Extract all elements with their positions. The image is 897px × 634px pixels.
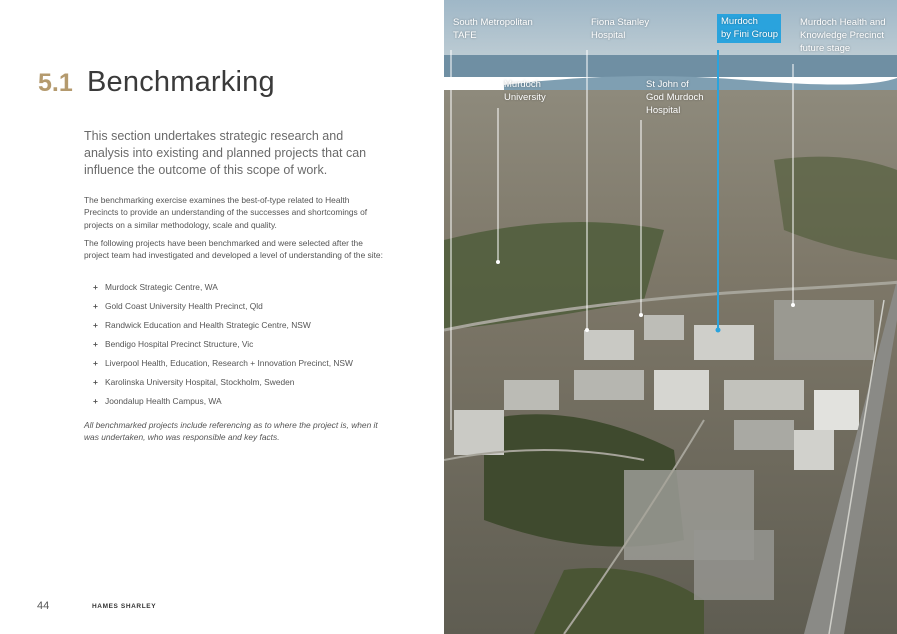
left-page — [0, 0, 444, 634]
plus-icon: + — [93, 301, 98, 311]
label-murdoch-health-knowledge-precinct: Murdoch Health and Knowledge Precinct future stage — [800, 17, 886, 54]
label-murdoch-fini-group: Murdoch by Fini Group — [717, 14, 781, 43]
list-item: + Bendigo Hospital Precinct Structure, Vic — [93, 339, 254, 349]
lead-paragraph: This section undertakes strategic research and analysis into existing and planned projects that can influence the outcome of this scope of work. — [84, 129, 367, 177]
list-item: + Liverpool Health, Education, Research + Innovation Precinct, NSW — [93, 358, 353, 368]
list-item: + Randwick Education and Health Strategic Centre, NSW — [93, 320, 311, 330]
list-item: + Gold Coast University Health Precinct, Qld — [93, 301, 263, 311]
plus-icon: + — [93, 396, 98, 406]
project-list — [93, 281, 393, 414]
list-item: + Karolinska University Hospital, Stockholm, Sweden — [93, 377, 295, 387]
label-south-metropolitan-tafe: South Metropolitan TAFE — [453, 17, 533, 41]
aerial-photo — [444, 0, 897, 634]
plus-icon: + — [93, 282, 98, 292]
label-murdoch-university: Murdoch University — [504, 79, 546, 103]
body-paragraph-1: The benchmarking exercise examines the best-of-type related to Health Precincts to provide an understanding of the successes and shortcomings of projects on a similar methodology, scale and quality. — [84, 195, 368, 230]
page-number: 44 — [37, 600, 50, 612]
list-item: + Joondalup Health Campus, WA — [93, 396, 222, 406]
footer-brand: HAMES SHARLEY — [92, 603, 157, 610]
plus-icon: + — [93, 358, 98, 368]
benchmark-note: All benchmarked projects include referencing as to where the project is, when it was undertaken, who was responsible and key facts. — [84, 420, 378, 443]
label-st-john-of-god-hospital: St John of God Murdoch Hospital — [646, 79, 704, 116]
section-title: Benchmarking — [87, 66, 275, 98]
body-paragraph-2: The following projects have been benchmarked and were selected after the project team had investigated and developed a level of understanding of the site: — [84, 238, 383, 261]
section-number: 5.1 — [38, 69, 73, 97]
plus-icon: + — [93, 320, 98, 330]
list-item: + Murdock Strategic Centre, WA — [93, 282, 218, 292]
plus-icon: + — [93, 377, 98, 387]
plus-icon: + — [93, 339, 98, 349]
label-fiona-stanley-hospital: Fiona Stanley Hospital — [591, 17, 650, 41]
